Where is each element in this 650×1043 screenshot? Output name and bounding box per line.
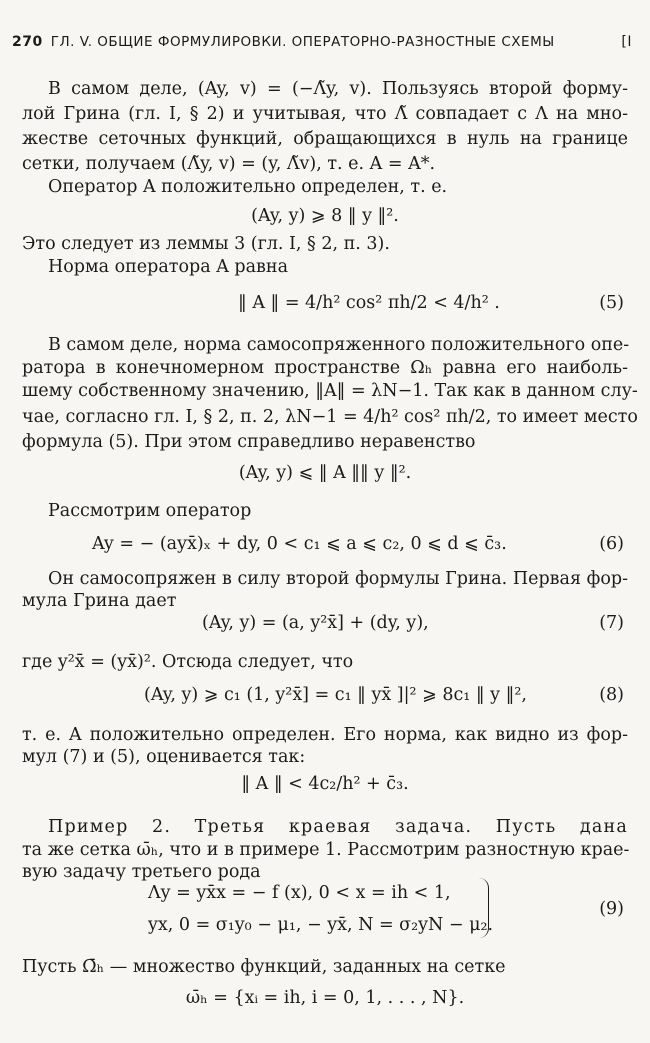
text-line: Норма оператора A равна (48, 257, 289, 277)
text-line: В самом деле, (Ay, v) = (−Λ̃y, v). Пользуясь второй форму- (48, 79, 628, 99)
text-line: Пусть Ω̄ₕ — множество функций, заданных на сетке (22, 957, 506, 977)
text-line: сетки, получаем (Λ̃y, v) = (y, Λ̃v), т. е. A = A*. (22, 154, 436, 174)
text-line: шему собственному значению, ‖A‖ = λN−1. Так как в данном слу- (22, 381, 638, 401)
text-line: та же сетка ω̄ₕ, что и в примере 1. Рассмотрим разностную крае- (22, 840, 630, 860)
text-line: мул (7) и (5), оценивается так: (22, 747, 306, 767)
text-line: т. е. A положительно определен. Его норма, как видно из фор- (22, 725, 628, 745)
header-mark: [I (621, 34, 632, 50)
equation-body: (Ay, y) ⩾ c₁ (1, y²x̄] = c₁ ‖ yx̄ ]|² ⩾ 8c₁ ‖ y ‖², (144, 685, 527, 705)
equation-number: (6) (599, 534, 624, 554)
text-line: мула Грина дает (22, 591, 177, 611)
right-brace (478, 878, 489, 938)
text-line: жестве сеточных функций, обращающихся в нуль на границе (22, 129, 628, 149)
text-line: лой Грина (гл. I, § 2) и учитывая, что Λ̃ совпадает с Λ на мно- (22, 104, 628, 124)
equation-body: ‖ A ‖ = 4/h² cos² πh/2 < 4/h² . (238, 293, 500, 313)
equation-number: (8) (599, 685, 624, 705)
formula-line: (Ay, y) ⩽ ‖ A ‖‖ y ‖². (238, 463, 412, 483)
page-number: 270 (12, 34, 43, 50)
text-line: Рассмотрим оператор (48, 501, 252, 521)
text-line: Он самосопряжен в силу второй формулы Грина. Первая фор- (48, 569, 628, 589)
text-line: Это следует из леммы 3 (гл. I, § 2, п. 3). (22, 234, 390, 254)
text-line: Оператор A положительно определен, т. е. (48, 177, 448, 197)
equation-body: (Ay, y) = (a, y²x̄] + (dy, y), (202, 613, 429, 633)
text-line: вую задачу третьего рода (22, 862, 261, 882)
text-line: В самом деле, норма самосопряженного положительного опе- (48, 335, 630, 355)
equation-body: yx, 0 = σ₁y₀ − μ₁, − yx̄, N = σ₂yN − μ₂. (148, 915, 494, 935)
equation-body: Λy = yx̄x = − f (x), 0 < x = ih < 1, (148, 883, 451, 903)
equation-number: (7) (599, 613, 624, 633)
text-line: ратора в конечномерном пространстве Ωₕ равна его наиболь- (22, 358, 628, 378)
equation-number: (9) (599, 899, 624, 919)
example-heading-line: Пример 2. Третья краевая задача. Пусть дана (48, 817, 628, 837)
equation-number: (5) (599, 293, 624, 313)
text-line: формула (5). При этом справедливо неравенство (22, 432, 476, 452)
text-line: чае, согласно гл. I, § 2, п. 2, λN−1 = 4/h² cos² πh/2, то имеет место (22, 407, 638, 427)
equation-body: Ay = − (ayx̄)ₓ + dy, 0 < c₁ ⩽ a ⩽ c₂, 0 ⩽ d ⩽ c̄₃. (92, 534, 507, 554)
formula-line: (Ay, y) ⩾ 8 ‖ y ‖². (251, 206, 399, 226)
text-line: где y²x̄ = (yx̄)². Отсюда следует, что (22, 652, 354, 672)
formula-line: ω̄ₕ = {xᵢ = ih, i = 0, 1, . . . , N}. (185, 988, 465, 1008)
running-title: ГЛ. V. ОБЩИЕ ФОРМУЛИРОВКИ. ОПЕРАТОРНО-РАЗНОСТНЫЕ СХЕМЫ (50, 34, 555, 50)
formula-line: ‖ A ‖ < 4c₂/h² + c̄₃. (241, 774, 409, 794)
running-header (12, 34, 632, 50)
